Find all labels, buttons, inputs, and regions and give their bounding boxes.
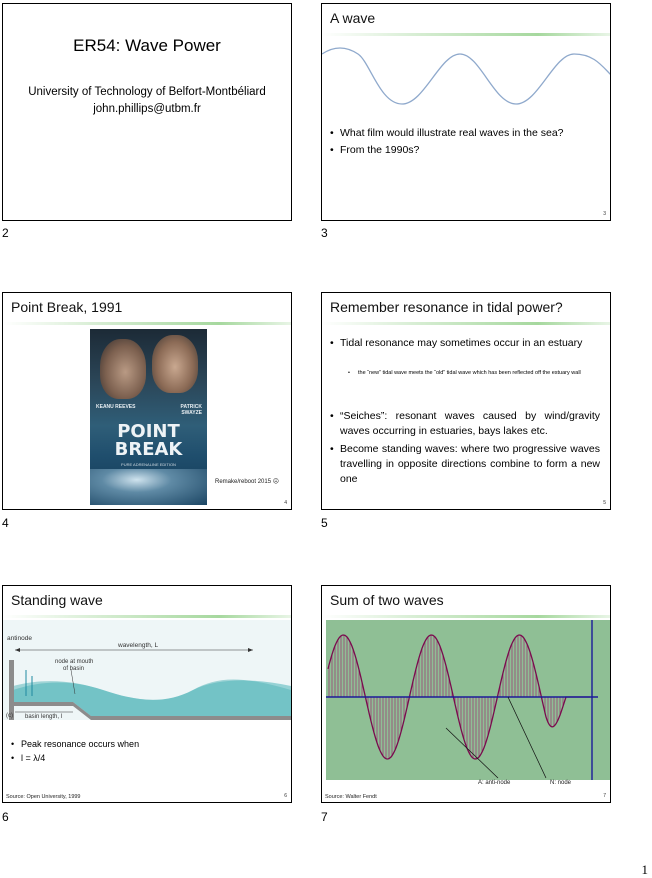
bullet-item: • Peak resonance occurs when	[11, 737, 281, 751]
slide-label: 4	[2, 516, 9, 530]
bullet-list	[11, 737, 281, 765]
source-note: Source: Walter Fendt	[325, 794, 377, 800]
poster-title-2: BREAK	[114, 439, 183, 460]
slide-5	[321, 292, 611, 510]
slide-label: 6	[2, 810, 9, 824]
node-label-1: node at mouth	[55, 659, 94, 665]
page-number: 6	[284, 793, 287, 799]
slide-title: A wave	[330, 10, 376, 26]
slide-3	[321, 3, 611, 221]
sub-bullet-list	[348, 369, 596, 377]
standing-wave-diagram	[3, 620, 291, 720]
node-label-2: of basin	[63, 666, 85, 672]
bullet-item: • Tidal resonance may sometimes occur in an estuary	[330, 336, 600, 351]
page-number: 3	[603, 211, 606, 217]
sine-wave-line	[322, 48, 611, 104]
document-page-number: 1	[641, 862, 648, 877]
bullet-list	[330, 336, 600, 351]
page-number: 7	[603, 793, 606, 799]
bullet-item: • l = λ/4	[11, 751, 281, 765]
node-label: N: node	[550, 780, 572, 786]
panel-label: (c)	[6, 713, 13, 719]
poster-name-right: PATRICK SWAYZE	[180, 404, 202, 416]
page-number: 5	[603, 500, 606, 506]
bullet-item: • From the 1990s?	[330, 142, 605, 159]
slide-title: ER54: Wave Power	[73, 36, 221, 55]
bullet-item: • What film would illustrate real waves in the sea?	[330, 125, 605, 142]
slide-title: Sum of two waves	[330, 592, 444, 608]
wavelength-label: wavelength, L	[118, 642, 159, 649]
slide-title: Remember resonance in tidal power?	[330, 299, 563, 315]
slide-4	[2, 292, 292, 510]
poster-title-1: POINT	[117, 421, 180, 442]
basin-floor	[13, 702, 73, 706]
bullet-list	[330, 409, 600, 487]
slide-7	[321, 585, 611, 803]
diagram-background	[326, 620, 610, 780]
poster-face-right	[152, 335, 198, 393]
poster-wave-art	[90, 469, 207, 505]
slide-label: 7	[321, 810, 328, 824]
page-number: 4	[284, 500, 287, 506]
basin-length-label: basin length, l	[25, 714, 63, 720]
slide-label: 5	[321, 516, 328, 530]
title-rule	[3, 615, 291, 618]
slide-label: 3	[321, 226, 328, 240]
antinode-label: A: anti-node	[478, 780, 511, 786]
title-rule	[322, 615, 610, 618]
bullet-item: • Become standing waves: where two progressive waves travelling in opposite directions combine to form a new one	[330, 442, 600, 487]
movie-poster	[90, 329, 207, 505]
slide-2	[2, 3, 292, 221]
sine-wave-graphic	[322, 36, 611, 116]
poster-edition: PURE ADRENALINE EDITION	[121, 462, 176, 467]
bullet-list	[330, 125, 605, 159]
title-rule	[3, 322, 291, 325]
antinode-label: antinode	[7, 635, 32, 642]
bullet-item: • “Seiches”: resonant waves caused by wind/gravity waves occurring in estuaries, bays lakes etc.	[330, 409, 600, 439]
remake-note: Remake/reboot 2015 ☹	[215, 479, 279, 485]
source-note: Source: Open University, 1999	[6, 794, 81, 800]
sum-of-waves-diagram	[326, 620, 610, 780]
sub-bullet-item: • the “new” tidal wave meets the “old” tidal wave which has been reflected off the estuary wall	[348, 369, 596, 377]
title-rule	[322, 322, 610, 325]
slide-title: Standing wave	[11, 592, 103, 608]
institution-text: University of Technology of Belfort-Montbéliard	[28, 86, 266, 98]
slide-6	[2, 585, 292, 803]
slide-label: 2	[2, 226, 9, 240]
poster-name-left: KEANU REEVES	[96, 404, 136, 410]
email-text: john.phillips@utbm.fr	[93, 103, 201, 115]
slide-title: Point Break, 1991	[11, 299, 123, 315]
basin-wall	[9, 660, 14, 720]
poster-face-left	[100, 339, 146, 399]
